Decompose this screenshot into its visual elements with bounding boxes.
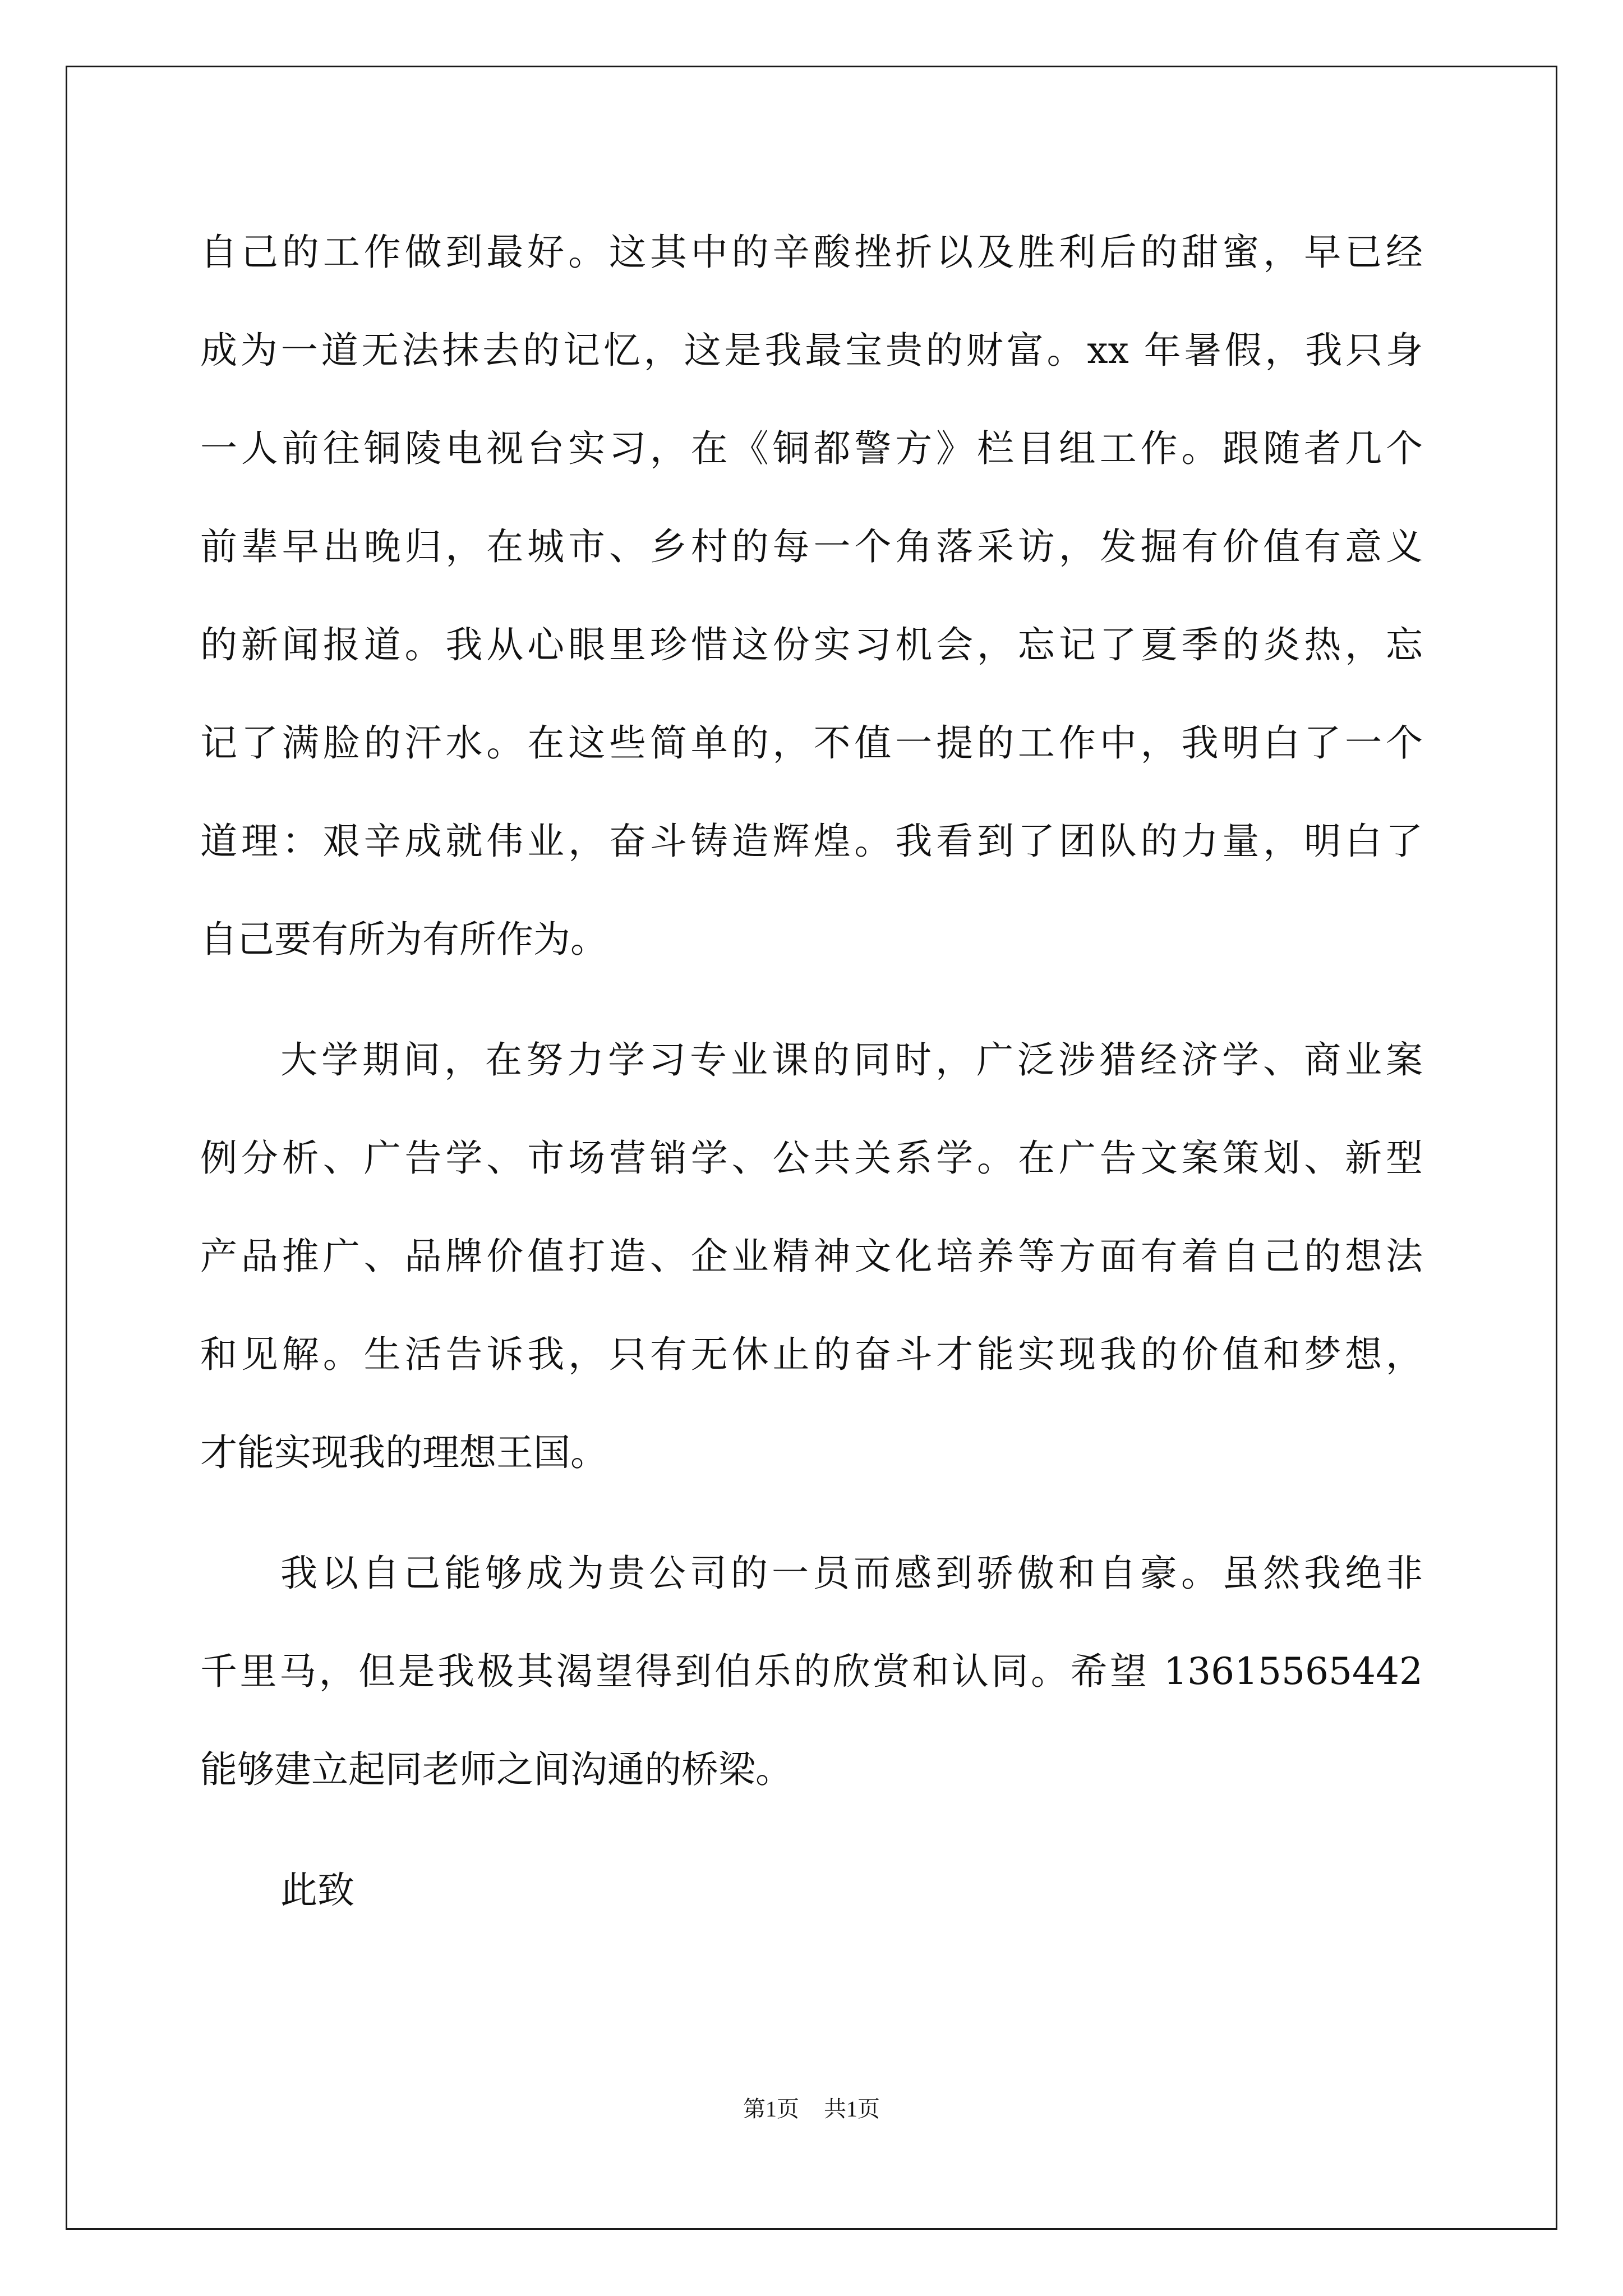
text-line: 我以自己能够成为贵公司的一员而感到骄傲和自豪。虽然我绝非 (280, 1552, 1423, 1595)
closing-salutation: 此致 (280, 1869, 354, 1912)
text-line: 千里马，但是我极其渴望得到伯乐的欣赏和认同。希望 13615565442 (200, 1650, 1423, 1693)
text-line: 和见解。生活告诉我，只有无休止的奋斗才能实现我的价值和梦想， (200, 1333, 1423, 1376)
text-line: 产品推广、品牌价值打造、企业精神文化培养等方面有着自己的想法 (200, 1235, 1423, 1278)
text-line: 才能实现我的理想王国。 (200, 1431, 607, 1474)
text-line: 自己的工作做到最好。这其中的辛酸挫折以及胜利后的甜蜜，早已经 (200, 231, 1423, 274)
text-line: 例分析、广告学、市场营销学、公共关系学。在广告文案策划、新型 (200, 1137, 1423, 1180)
text-line: 能够建立起同老师之间沟通的桥梁。 (200, 1748, 792, 1791)
text-line: 记了满脸的汗水。在这些简单的，不值一提的工作中，我明白了一个 (200, 721, 1423, 765)
text-line: 大学期间，在努力学习专业课的同时，广泛涉猎经济学、商业案 (280, 1038, 1423, 1082)
text-line: 自己要有所为有所作为。 (200, 918, 607, 961)
page-footer (0, 2095, 1623, 2123)
text-line: 成为一道无法抹去的记忆，这是我最宝贵的财富。xx 年暑假，我只身 (200, 329, 1423, 372)
text-line: 的新闻报道。我从心眼里珍惜这份实习机会，忘记了夏季的炎热，忘 (200, 623, 1423, 666)
text-line: 前辈早出晚归，在城市、乡村的每一个角落采访，发掘有价值有意义 (200, 525, 1423, 568)
page-number: 第1页 (743, 2096, 799, 2122)
text-line: 道理：艰辛成就伟业，奋斗铸造辉煌。我看到了团队的力量，明白了 (200, 820, 1423, 863)
text-line: 一人前往铜陵电视台实习，在《铜都警方》栏目组工作。跟随者几个 (200, 427, 1423, 470)
page-total: 共1页 (824, 2096, 880, 2122)
